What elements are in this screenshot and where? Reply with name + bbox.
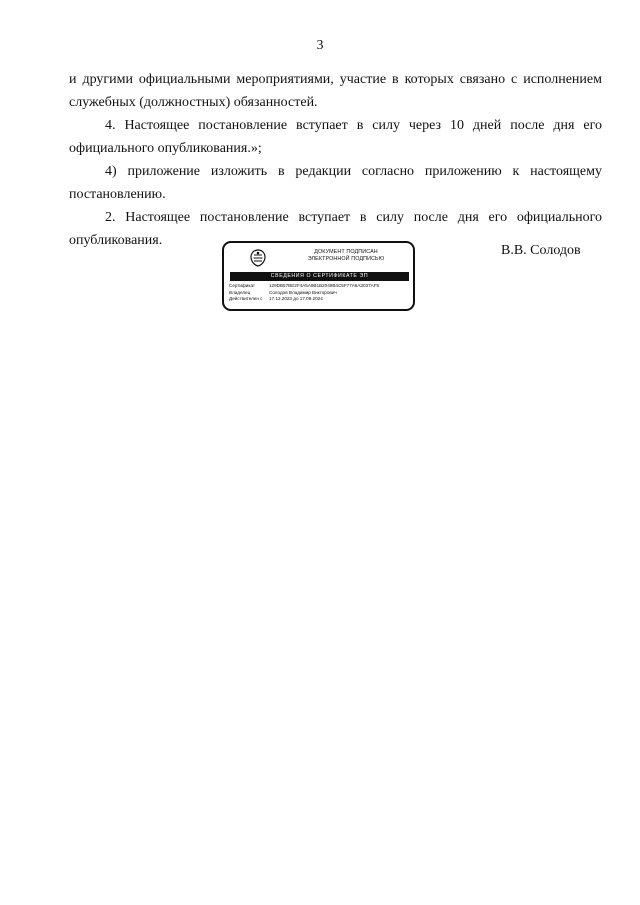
coat-of-arms-icon [248,248,268,268]
owner-label: Владелец [229,289,251,295]
stamp-title-line-1: ДОКУМЕНТ ПОДПИСАН [314,249,378,255]
stamp-title-line-2: ЭЛЕКТРОННОЙ ПОДПИСЬЮ [307,256,385,262]
validity-value: 17.12.2023 до 17.09.2024 [269,296,323,302]
paragraph-3: 4) приложение изложить в редакции согласно приложению к настоящему постановлению. [69,164,602,202]
certificate-row [229,283,413,290]
signer-name: В.В. Солодов [501,243,581,258]
validity-row [229,296,413,303]
certificate-value: 129DB57BE2F4A5A9B1B2049B4C5F77A6A3037AF5 [269,283,380,288]
electronic-signature-stamp [222,241,415,311]
owner-value: Солодов Владимир Викторович [269,289,337,295]
certificate-info-bar: СВЕДЕНИЯ О СЕРТИФИКАТЕ ЭП [230,272,409,281]
page-number: 3 [316,38,324,53]
document-body [69,68,602,252]
paragraph-4: 2. Настоящее постановление вступает в силу после дня его официального опубликования. [69,210,602,248]
certificate-label: Сертификат [229,283,256,288]
paragraph-2: 4. Настоящее постановление вступает в силу через 10 дней после дня его официального опубликования.»; [69,118,602,156]
stamp-header [282,249,410,263]
paragraph-1: и другими официальными мероприятиями, участие в которых связано с исполнением служебных (должностных) обязанностей. [69,72,602,110]
validity-label: Действителен с [229,296,263,302]
certificate-details [229,283,413,303]
